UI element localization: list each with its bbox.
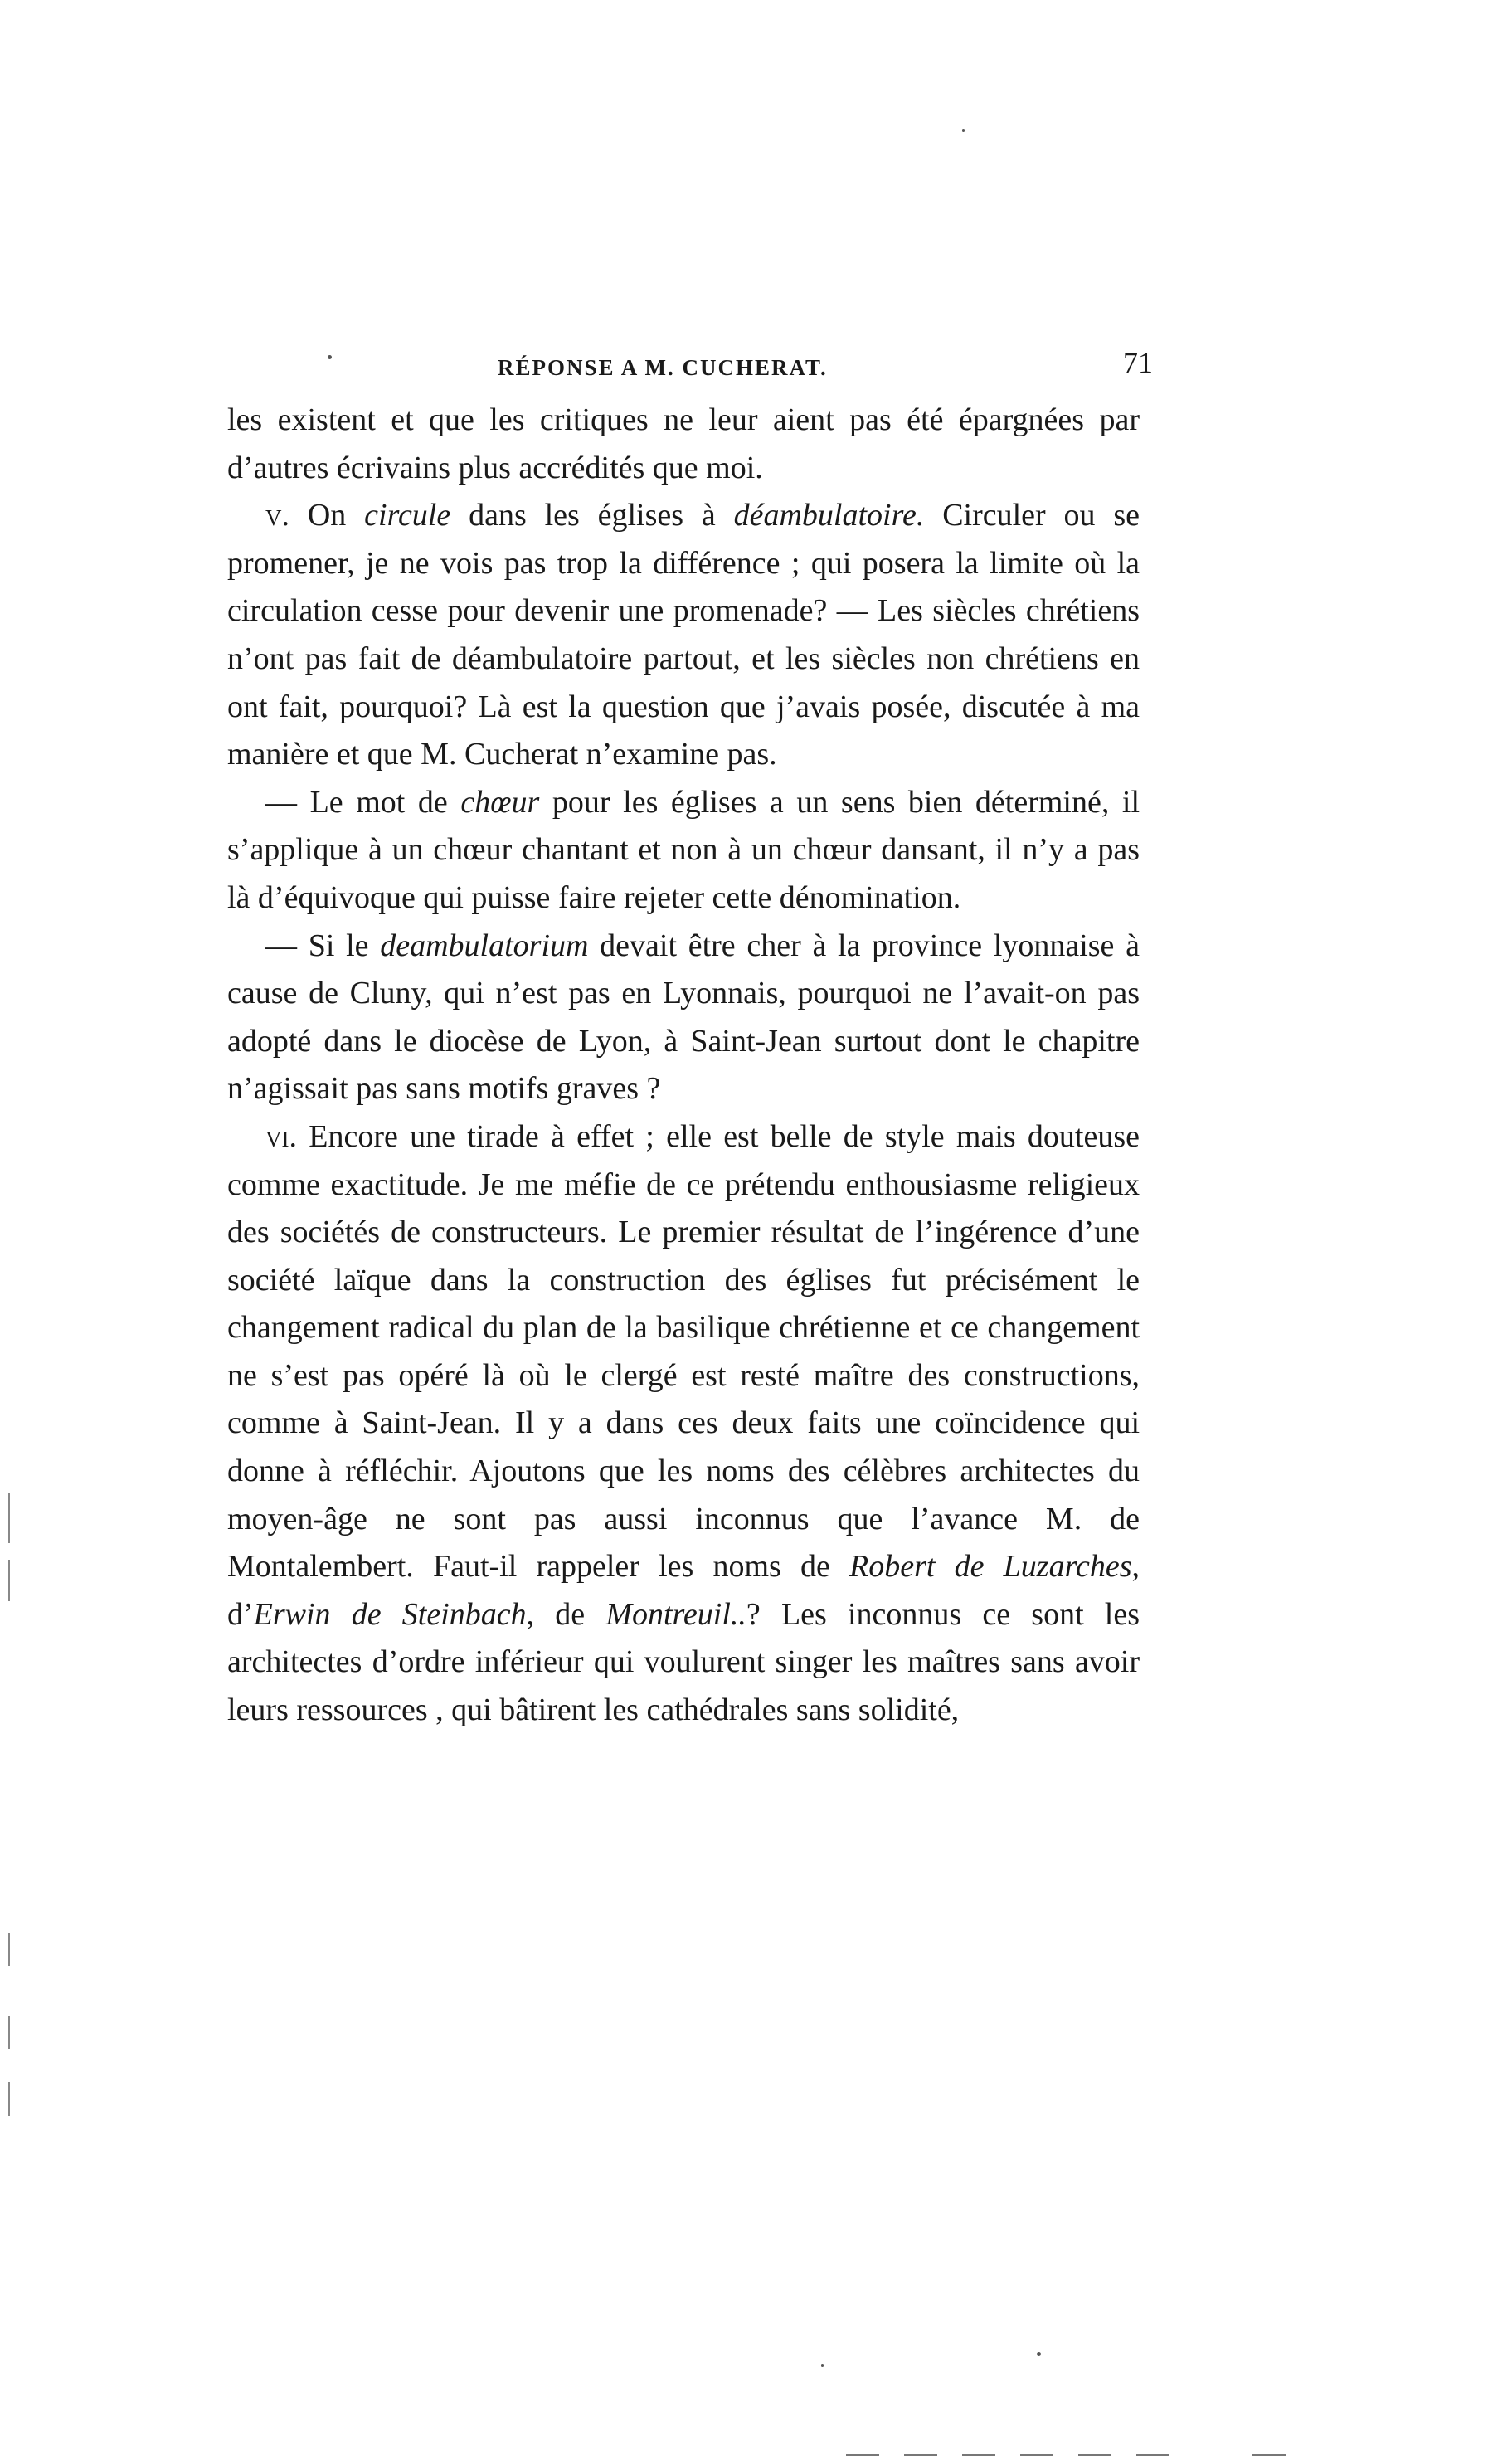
text-run: — Si le <box>265 928 369 963</box>
scan-margin-mark <box>8 2016 10 2049</box>
text-run: Circuler ou se promener, je ne vois pas trop la différence ; qui posera la limite où la circulation cesse pour devenir une promenade? — Les siècles chrétiens n’ont pas fait de déambulatoire partout, et les siècles non chrétiens en ont fait, pourquoi? Là est la question que j’avais posée, discutée à ma manière et que <box>227 498 1140 772</box>
scan-bottom-dash <box>1136 2454 1169 2456</box>
italic-term: Robert de Luzarches <box>849 1549 1132 1585</box>
scan-margin-mark <box>8 2082 10 2116</box>
scan-bottom-dash <box>904 2454 937 2456</box>
scan-speck <box>962 129 965 132</box>
body-text <box>227 397 1140 1735</box>
paragraph <box>227 1113 1140 1735</box>
scan-speck <box>821 2364 824 2367</box>
text-run: devait être cher à la province lyonnaise à cause de Cluny, qui n’est pas en Lyonnais, pourquoi ne l’avait-on pas adopté dans le diocèse de Lyon, à Saint-Jean surtout dont le chapitre n’agissait pas sans motifs graves ? <box>227 928 1140 1107</box>
italic-term: déambulatoire. <box>733 498 925 533</box>
scan-speck <box>1037 2352 1041 2356</box>
italic-term: Montreuil.. <box>605 1596 746 1632</box>
abbreviation: M. <box>1045 1501 1082 1536</box>
page-number: 71 <box>1123 346 1153 379</box>
section-number: vi. <box>265 1118 297 1154</box>
italic-term: Erwin de Steinbach <box>253 1596 527 1632</box>
text-run: de Montalembert. Faut-il rappeler les noms de <box>227 1501 1140 1585</box>
text-run: , d’ <box>227 1549 1140 1632</box>
text-run: Encore une tirade à effet ; elle est belle de style mais douteuse comme exactitude. Je me méfie de ce prétendu enthousiasme religieux des sociétés de constructeurs. Le premier résultat de l’ingérence d’une société laïque dans la construction des églises fut précisément le changement radical du plan de la basilique chrétienne et ce changement ne s’est pas opéré là où le clergé est resté maître des constructions, comme à Saint-Jean. Il y a dans ces deux faits une coïncidence qui donne à réfléchir. Ajoutons que les noms des célèbres architectes du moyen-âge ne sont pas aussi inconnus que l’avance <box>227 1118 1140 1536</box>
scan-bottom-dash <box>962 2454 995 2456</box>
text-run: On <box>307 498 347 533</box>
running-title: RÉPONSE A M. CUCHERAT. <box>498 355 828 380</box>
text-run: les existent et que les critiques ne leur aient pas été épargnées par d’autres écrivains plus accrédités que moi. <box>227 402 1140 485</box>
text-run: Cucherat n’examine pas. <box>464 737 777 772</box>
italic-term: chœur <box>460 784 540 820</box>
paragraph <box>227 779 1140 923</box>
paragraph <box>227 923 1140 1113</box>
section-number: v. <box>265 498 289 533</box>
paragraph <box>227 397 1140 492</box>
scan-margin-mark <box>8 1493 10 1543</box>
text-run: pour les églises a un sens bien déterminé, il s’applique à un chœur chantant et non à un chœur dansant, il n’y a pas là d’équivoque qui puisse faire rejeter cette dénomination. <box>227 784 1140 915</box>
text-run: — Le mot de <box>265 784 448 820</box>
text-run: dans les églises à <box>469 498 716 533</box>
scan-margin-mark <box>8 1933 10 1966</box>
text-run: ? Les inconnus ce sont les architectes d’ordre inférieur qui voulurent singer les maîtres sans avoir leurs ressources , qui bâtirent les cathédrales sans solidité, <box>227 1596 1140 1728</box>
text-run: , de <box>526 1596 586 1632</box>
scan-bottom-dash <box>1078 2454 1111 2456</box>
paragraph <box>227 492 1140 779</box>
scan-bottom-dash <box>1252 2454 1286 2456</box>
scan-margin-mark <box>8 1560 10 1601</box>
running-head <box>224 345 1153 395</box>
scan-bottom-dash <box>846 2454 879 2456</box>
italic-term: circule <box>364 498 451 533</box>
scan-bottom-dash <box>1020 2454 1053 2456</box>
abbreviation: M. <box>421 737 457 772</box>
italic-term: deambulatorium <box>380 928 589 963</box>
